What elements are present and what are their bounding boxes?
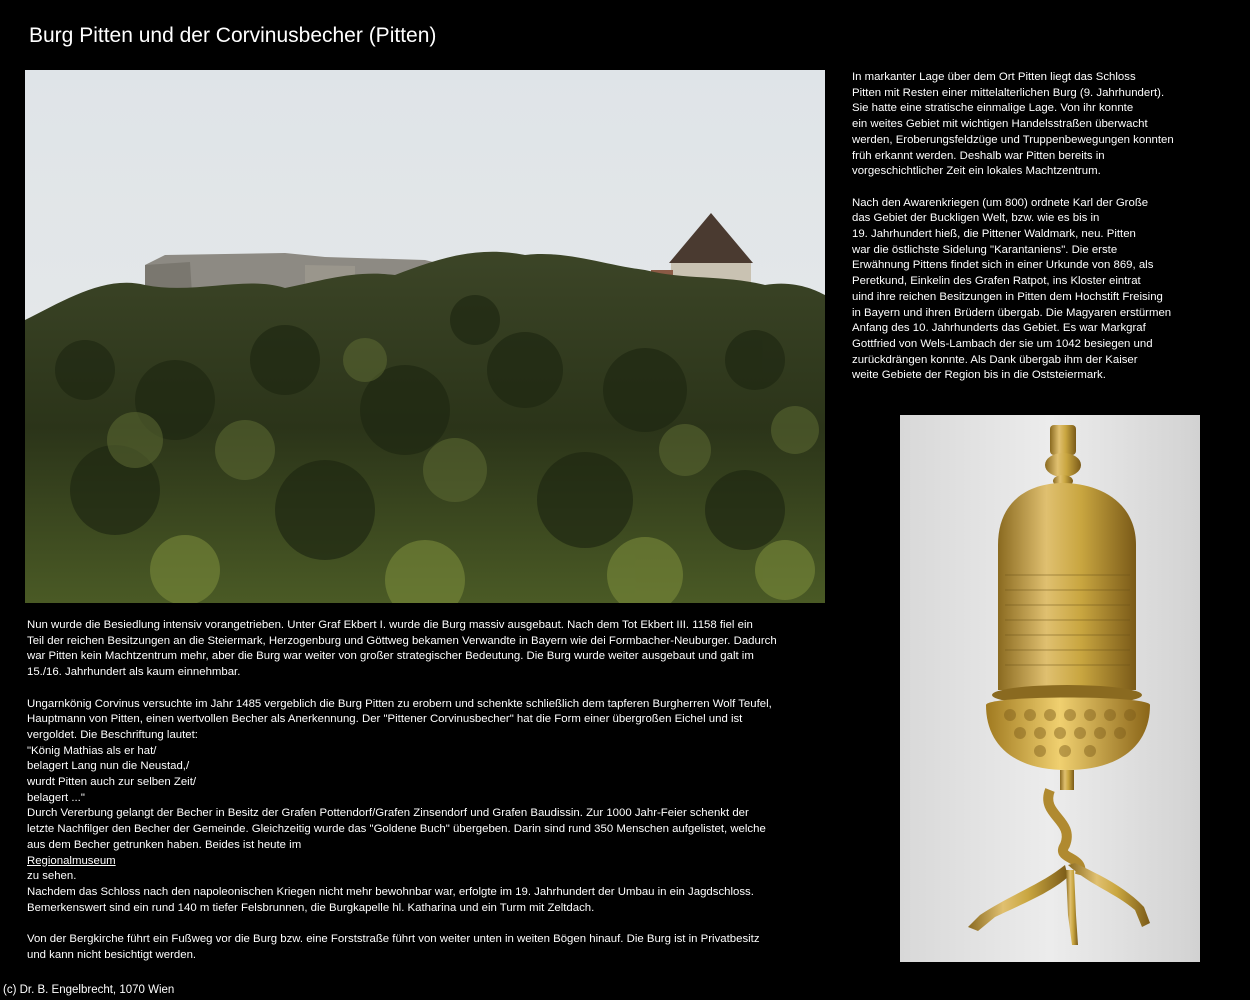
main-paragraph-3: Von der Bergkirche führt ein Fußweg vor die Burg bzw. eine Forststraße führt von weiter unten in weiten Bögen hinauf. Die Burg ist in Privatbesitz und kann nicht besichtigt werden. (27, 933, 760, 961)
main-paragraph-1: Nun wurde die Besiedlung intensiv vorangetrieben. Unter Graf Ekbert I. wurde die Burg massiv ausgebaut. Nach dem Tot Ekbert III. 1158 fiel ein Teil der reichen Besitzungen an die Steiermark, Herzogenburg und Göttweg bekamen Verwandte in Bayern wie dei Formbacher-Neuburger. Dadurch war Pitten kein Machtzentrum mehr, aber die Burg war weiter von großer strategischer Bedeutung. Die Burg wurde weiter ausgebaut und galt im 15./16. Jahrhundert als kaum einnehmbar. (27, 619, 777, 679)
main-paragraph-2 (27, 697, 827, 917)
intro-paragraph-1: In markanter Lage über dem Ort Pitten liegt das Schloss Pitten mit Resten einer mittelalterlichen Burg (9. Jahrhundert). Sie hatte eine stratische einmalige Lage. Von ihr konnte ein weites Gebiet mit wichtigen Handelsstraßen überwacht werden, Eroberungsfeldzüge und Truppenbewegungen konnten früh erkannt werden. Deshalb war Pitten bereits in vorgeschichtlicher Zeit ein lokales Machtzentrum. (852, 71, 1174, 178)
castle-photo (25, 70, 825, 603)
main-paragraph-2-continued: zu sehen. Nachdem das Schloss nach den napoleonischen Kriegen nicht mehr bewohnbar war, erfolgte im 19. Jahrhundert der Umbau in ein Jagdschloss. Bemerkenswert sind ein rund 140 m tiefer Felsbrunnen, die Burgkapelle hl. Katharina und ein Turm mit Zeltdach. (27, 870, 754, 914)
copyright-footer: (c) Dr. B. Engelbrecht, 1070 Wien (3, 984, 175, 996)
goblet-image (900, 415, 1200, 962)
castle-hill-image (25, 70, 825, 603)
intro-paragraph-2: Nach den Awarenkriegen (um 800) ordnete Karl der Große das Gebiet der Buckligen Welt, bzw. wie es bis in 19. Jahrhundert hieß, die Pittener Waldmark, neu. Pitten war die östlichste Sidelung "Karantaniens". Die erste Erwähnung Pittens findet sich in einer Urkunde von 869, als Peretkund, Einkelin des Grafen Ratpot, ins Kloster eintrat uind ihre reichen Besitzungen in Pitten dem Hochstift Freising in Bayern und ihren Brüdern übergab. Die Magyaren erstürmen Anfang des 10. Jahrhunderts das Gebiet. Es war Markgraf Gottfried von Wels-Lambach der sie um 1042 besiegen und zurückdrängen konnte. Als Dank übergab ihm der Kaiser weite Gebiete der Region bis in die Oststeiermark. (852, 196, 1172, 382)
history-main-text (27, 618, 827, 963)
history-intro-text (852, 70, 1207, 384)
regionalmuseum-link[interactable]: Regionalmuseum (27, 854, 116, 867)
corvinus-goblet-photo (900, 415, 1200, 962)
page-title: Burg Pitten und der Corvinusbecher (Pitten) (29, 24, 437, 47)
main-paragraph-2-text: Ungarnkönig Corvinus versuchte im Jahr 1485 vergeblich die Burg Pitten zu erobern und schenkte schließlich dem tapferen Burgherren Wolf Teufel, Hauptmann von Pitten, einen wertvollen Becher als Anerkennung. Der "Pittener Corvinusbecher" hat die Form einer übergroßen Eichel und ist vergoldet. Die Beschriftung lautet: "König Mathias als er hat/ belagert Lang nun die Neustad,/ wurdt Pitten auch zur selben Zeit/ belagert ..." Durch Vererbung gelangt der Becher in Besitz der Grafen Pottendorf/Grafen Zinsendorf und Grafen Baudissin. Zur 1000 Jahr-Feier schenkt der letzte Nachfilger den Becher der Gemeinde. Gleichzeitig wurde das "Goldene Buch" übergeben. Darin sind rund 350 Menschen aufgelistet, welche aus dem Becher getrunken haben. Beides ist heute im (27, 697, 772, 851)
